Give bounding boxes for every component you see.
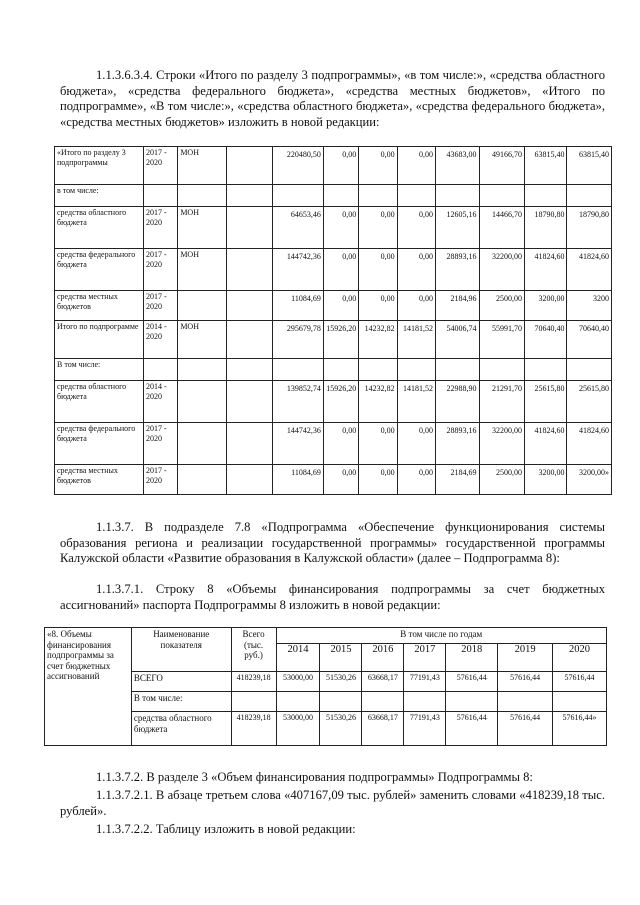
value-cell: 77191,43 [404, 672, 446, 692]
table-row [55, 321, 612, 359]
value-cell: 41824,60 [524, 423, 566, 465]
value-cell: 2500,00 [479, 465, 524, 495]
year-header: 2020 [553, 644, 607, 672]
value-cell: 32200,00 [479, 249, 524, 291]
value-cell: 0,00 [397, 207, 435, 249]
value-cell: 25615,80 [567, 381, 612, 423]
value-cell: 41824,60 [567, 423, 612, 465]
row-name: «Итого по разделу 3 подпрограммы [55, 147, 144, 185]
row-name: средства местных бюджетов [55, 291, 144, 321]
empty-cell [226, 249, 273, 291]
table-row [55, 249, 612, 291]
value-cell: 0,00 [397, 423, 435, 465]
value-cell: 57616,44 [498, 672, 553, 692]
value-cell: 14181,52 [397, 321, 435, 359]
value-cell: 0,00 [359, 207, 397, 249]
value-cell: 2500,00 [479, 291, 524, 321]
value-cell: 53000,00 [276, 712, 320, 746]
value-cell [397, 185, 435, 207]
row-name: средства федерального бюджета [55, 249, 144, 291]
value-cell: 43683,00 [436, 147, 479, 185]
empty-cell [226, 207, 273, 249]
row-executor: МОН [178, 147, 227, 185]
value-cell: 51530,26 [320, 672, 362, 692]
value-cell [359, 359, 397, 381]
paragraph-2: 1.1.3.7. В подразделе 7.8 «Подпрограмма «Обеспечение функционирования системы образования региона и реализации государственной программы» государственной программы Калужской области «Развитие образования в Калужской области» (далее – Подпрограмма 8): [60, 520, 605, 565]
value-cell: 57616,44 [446, 672, 498, 692]
row-period: 2014 - 2020 [143, 381, 177, 423]
value-cell: 57616,44 [498, 712, 553, 746]
value-cell [359, 185, 397, 207]
value-cell [524, 359, 566, 381]
table-row [55, 207, 612, 249]
row-period [143, 185, 177, 207]
value-cell [567, 359, 612, 381]
row-executor: МОН [178, 249, 227, 291]
value-cell: 295679,78 [273, 321, 324, 359]
row-executor [178, 185, 227, 207]
row-name: средства областного бюджета [55, 207, 144, 249]
value-cell: 220480,50 [273, 147, 324, 185]
value-cell: 28893,16 [436, 423, 479, 465]
value-cell: 11084,69 [273, 291, 324, 321]
value-cell [446, 692, 498, 712]
value-cell: 144742,36 [273, 423, 324, 465]
value-cell: 0,00 [323, 423, 358, 465]
row-name: ВСЕГО [131, 672, 231, 692]
value-cell: 14232,82 [359, 321, 397, 359]
value-cell [479, 359, 524, 381]
paragraph-6: 1.1.3.7.2.2. Таблицу изложить в новой редакции: [96, 822, 356, 836]
value-cell: 0,00 [359, 465, 397, 495]
value-cell [273, 359, 324, 381]
value-cell [524, 185, 566, 207]
value-cell: 63668,17 [362, 712, 404, 746]
value-cell [479, 185, 524, 207]
funding-label-cell: «8. Объемы финансирования подпрограммы за счет бюджетных ассигнований [45, 628, 132, 746]
value-cell: 144742,36 [273, 249, 324, 291]
year-header: 2016 [362, 644, 404, 672]
row-executor [178, 291, 227, 321]
value-cell: 57616,44 [553, 672, 607, 692]
value-cell [436, 185, 479, 207]
paragraph-5: 1.1.3.7.2.1. В абзаце третьем слова «407167,09 тыс. рублей» заменить словами «418239,18 тыс. рублей». [60, 788, 605, 818]
value-cell: 63815,40 [567, 147, 612, 185]
subprogram-8-funding-table [44, 627, 607, 746]
row-name: в том числе: [55, 185, 144, 207]
header-years-title: В том числе по годам [276, 628, 606, 644]
value-cell [323, 359, 358, 381]
table-row [55, 465, 612, 495]
row-name: В том числе: [131, 692, 231, 712]
empty-cell [226, 291, 273, 321]
empty-cell [226, 147, 273, 185]
value-cell: 54006,74 [436, 321, 479, 359]
value-cell: 14466,70 [479, 207, 524, 249]
value-cell [273, 185, 324, 207]
row-name: средства областного бюджета [131, 712, 231, 746]
value-cell: 64653,46 [273, 207, 324, 249]
value-cell: 0,00 [323, 147, 358, 185]
table-row [55, 359, 612, 381]
value-cell: 55991,70 [479, 321, 524, 359]
paragraph-1: 1.1.3.6.3.4. Строки «Итого по разделу 3 подпрограммы», «в том числе:», «средства областного бюджета», «средства федерального бюджета», «средства местных бюджетов», «Итого по подпрограмме», «В том числе:», «средства областного бюджета», «средства федерального бюджета», «средства местных бюджетов» изложить в новой редакции: [60, 68, 605, 129]
row-executor: МОН [178, 207, 227, 249]
value-cell: 0,00 [323, 465, 358, 495]
value-cell [323, 185, 358, 207]
row-executor [178, 381, 227, 423]
empty-cell [226, 465, 273, 495]
value-cell: 63668,17 [362, 672, 404, 692]
paragraph-3: 1.1.3.7.1. Строку 8 «Объемы финансирования подпрограммы за счет бюджетных ассигнований» паспорта Подпрограммы 8 изложить в новой редакции: [60, 582, 605, 612]
row-executor [178, 359, 227, 381]
value-cell: 15926,20 [323, 381, 358, 423]
row-period: 2017 - 2020 [143, 291, 177, 321]
row-name: В том числе: [55, 359, 144, 381]
row-name: средства местных бюджетов [55, 465, 144, 495]
value-cell: 70640,40 [524, 321, 566, 359]
value-cell: 0,00 [359, 249, 397, 291]
table-row [55, 147, 612, 185]
value-cell: 21291,70 [479, 381, 524, 423]
value-cell: 22988,90 [436, 381, 479, 423]
value-cell: 0,00 [359, 423, 397, 465]
value-cell: 28893,16 [436, 249, 479, 291]
row-executor [178, 423, 227, 465]
value-cell: 3200,00 [524, 291, 566, 321]
value-cell: 11084,69 [273, 465, 324, 495]
value-cell: 139852,74 [273, 381, 324, 423]
value-cell [498, 692, 553, 712]
row-period: 2014 - 2020 [143, 321, 177, 359]
row-name: средства областного бюджета [55, 381, 144, 423]
value-cell: 18790,80 [567, 207, 612, 249]
table-row [55, 185, 612, 207]
year-header: 2018 [446, 644, 498, 672]
row-period: 2017 - 2020 [143, 249, 177, 291]
row-period [143, 359, 177, 381]
empty-cell [226, 359, 273, 381]
value-cell [553, 692, 607, 712]
value-cell: 12605,16 [436, 207, 479, 249]
empty-cell [226, 185, 273, 207]
value-cell: 0,00 [397, 291, 435, 321]
value-cell: 70640,40 [567, 321, 612, 359]
row-period: 2017 - 2020 [143, 207, 177, 249]
value-cell: 0,00 [359, 147, 397, 185]
value-cell [320, 692, 362, 712]
value-cell [436, 359, 479, 381]
value-cell: 14181,52 [397, 381, 435, 423]
value-cell: 32200,00 [479, 423, 524, 465]
value-cell: 0,00 [397, 249, 435, 291]
value-cell: 53000,00 [276, 672, 320, 692]
empty-cell [226, 423, 273, 465]
value-cell: 2184,69 [436, 465, 479, 495]
value-cell: 49166,70 [479, 147, 524, 185]
header-indicator: Наименование показателя [131, 628, 231, 672]
value-cell: 51530,26 [320, 712, 362, 746]
year-header: 2014 [276, 644, 320, 672]
row-executor [178, 465, 227, 495]
row-total: 418239,18 [231, 712, 276, 746]
value-cell: 0,00 [359, 291, 397, 321]
value-cell [397, 359, 435, 381]
value-cell: 3200 [567, 291, 612, 321]
year-header: 2015 [320, 644, 362, 672]
row-name: Итого по подпрограмме [55, 321, 144, 359]
value-cell: 0,00 [397, 465, 435, 495]
value-cell: 57616,44 [446, 712, 498, 746]
value-cell [567, 185, 612, 207]
year-header: 2017 [404, 644, 446, 672]
row-total: 418239,18 [231, 672, 276, 692]
value-cell: 77191,43 [404, 712, 446, 746]
row-period: 2017 - 2020 [143, 465, 177, 495]
empty-cell [226, 321, 273, 359]
row-total [231, 692, 276, 712]
table-row [55, 423, 612, 465]
value-cell: 18790,80 [524, 207, 566, 249]
value-cell: 0,00 [323, 207, 358, 249]
table-row [55, 381, 612, 423]
paragraph-4: 1.1.3.7.2. В разделе 3 «Объем финансирования подпрограммы» Подпрограммы 8: [96, 770, 533, 784]
value-cell: 0,00 [397, 147, 435, 185]
value-cell: 2184,96 [436, 291, 479, 321]
value-cell [276, 692, 320, 712]
value-cell [362, 692, 404, 712]
value-cell: 25615,80 [524, 381, 566, 423]
value-cell: 15926,20 [323, 321, 358, 359]
value-cell: 41824,60 [524, 249, 566, 291]
value-cell: 57616,44» [553, 712, 607, 746]
table-row [55, 291, 612, 321]
value-cell: 3200,00» [567, 465, 612, 495]
value-cell [404, 692, 446, 712]
subprogram-3-table [54, 146, 612, 495]
row-executor: МОН [178, 321, 227, 359]
value-cell: 14232,82 [359, 381, 397, 423]
row-period: 2017 - 2020 [143, 147, 177, 185]
row-name: средства федерального бюджета [55, 423, 144, 465]
row-period: 2017 - 2020 [143, 423, 177, 465]
value-cell: 0,00 [323, 291, 358, 321]
year-header: 2019 [498, 644, 553, 672]
empty-cell [226, 381, 273, 423]
header-total: Всего (тыс. руб.) [231, 628, 276, 672]
value-cell: 3200,00 [524, 465, 566, 495]
value-cell: 0,00 [323, 249, 358, 291]
value-cell: 63815,40 [524, 147, 566, 185]
value-cell: 41824,60 [567, 249, 612, 291]
